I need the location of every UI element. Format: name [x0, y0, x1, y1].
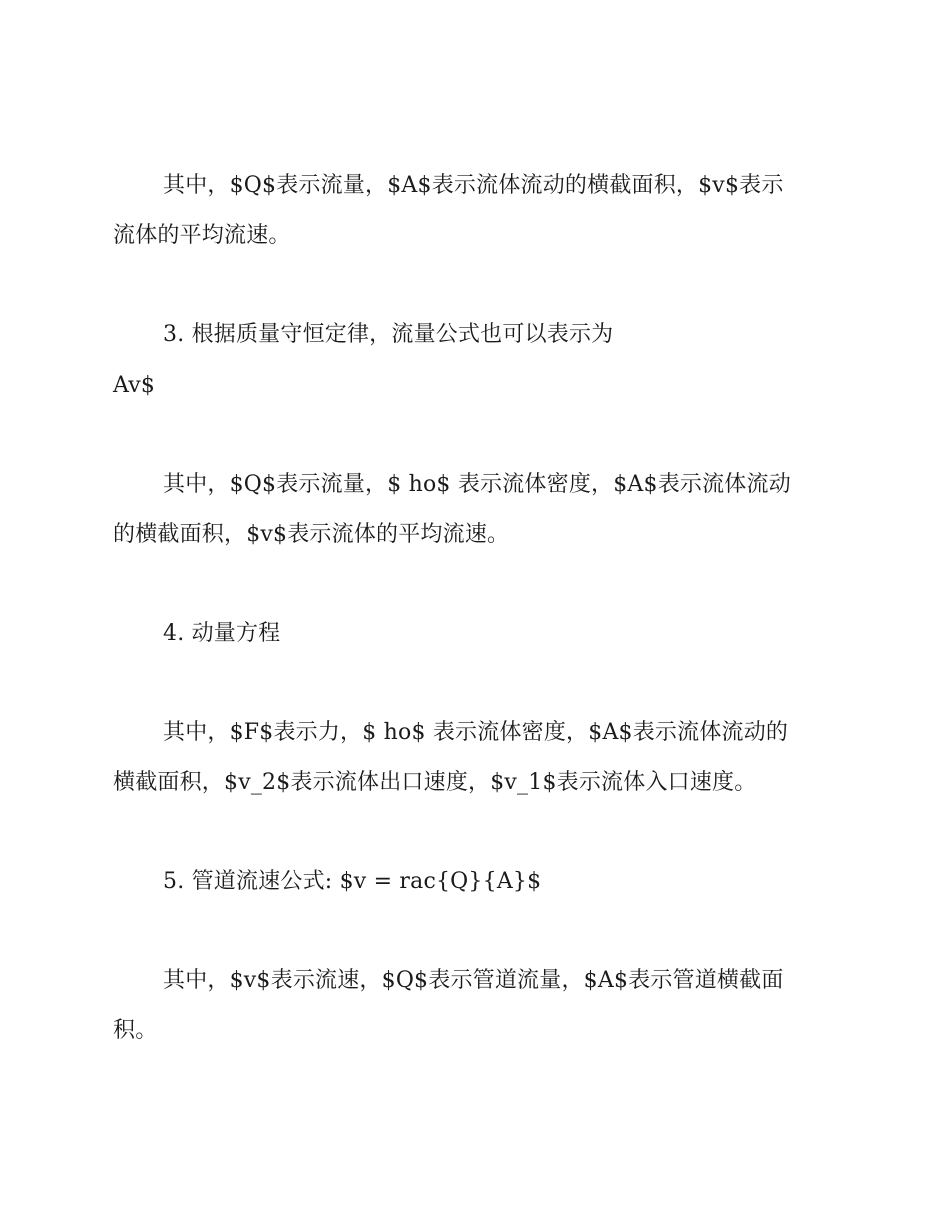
paragraph-line: 其中，$Q$表示流量，$ ho$ 表示流体密度，$A$表示流体流动: [163, 472, 791, 497]
numbered-heading-line: 5. 管道流速公式: $v = rac{Q}{A}$: [163, 869, 542, 894]
numbered-heading-line: 4. 动量方程: [163, 621, 281, 646]
paragraph-line: 其中，$F$表示力，$ ho$ 表示流体密度，$A$表示流体流动的: [163, 720, 789, 745]
paragraph-line: 其中，$v$表示流速，$Q$表示管道流量，$A$表示管道横截面: [163, 968, 784, 993]
paragraph-line: 其中，$Q$表示流量，$A$表示流体流动的横截面积，$v$表示: [163, 173, 784, 198]
numbered-heading-line: 3. 根据质量守恒定律，流量公式也可以表示为: [163, 322, 614, 347]
formula-fragment-line: Av$: [113, 373, 156, 398]
paragraph-line: 的横截面积，$v$表示流体的平均流速。: [113, 522, 510, 547]
paragraph-line: 横截面积，$v_2$表示流体出口速度，$v_1$表示流体入口速度。: [113, 770, 757, 795]
paragraph-line: 流体的平均流速。: [113, 223, 291, 248]
paragraph-line: 积。: [113, 1018, 158, 1043]
